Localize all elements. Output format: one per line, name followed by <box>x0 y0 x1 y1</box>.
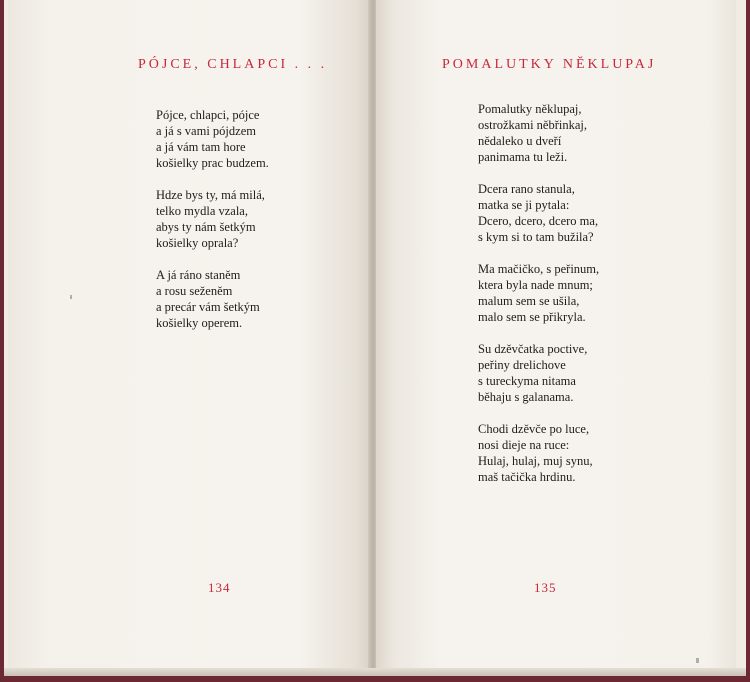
stanza <box>478 101 599 165</box>
poem-line: maš tačička hrdinu. <box>478 470 576 484</box>
paper-speck <box>696 658 699 663</box>
left-poem <box>156 107 269 347</box>
poem-line: Su dzěvčatka poctive, <box>478 342 588 356</box>
poem-line: panimama tu leži. <box>478 150 568 164</box>
stanza <box>156 267 269 331</box>
poem-line: a já vám tam hore <box>156 140 246 154</box>
poem-line: košielky prac budzem. <box>156 156 269 170</box>
left-page <box>8 0 370 676</box>
right-poem <box>478 101 599 501</box>
poem-line: nědaleko u dveří <box>478 134 562 148</box>
poem-line: Pójce, chlapci, pójce <box>156 108 260 122</box>
poem-line: malum sem se ušila, <box>478 294 580 308</box>
right-page-number: 135 <box>534 580 557 595</box>
stanza <box>478 421 599 485</box>
poem-line: matka se ji pytala: <box>478 198 570 212</box>
poem-line: malo sem se přikryla. <box>478 310 586 324</box>
poem-line: a já s vami pójdzem <box>156 124 256 138</box>
poem-line: běhaju s galanama. <box>478 390 574 404</box>
poem-line: a rosu seženěm <box>156 284 233 298</box>
poem-line: Ma mačičko, s peřinum, <box>478 262 600 276</box>
right-page-title: POMALUTKY NĚKLUPAJ <box>442 57 657 72</box>
right-page <box>376 0 736 676</box>
poem-line: košielky operem. <box>156 316 243 330</box>
poem-line: peřiny drelichove <box>478 358 566 372</box>
poem-line: telko mydla vzala, <box>156 204 248 218</box>
poem-line: ktera byla nade mnum; <box>478 278 593 292</box>
left-page-number: 134 <box>208 580 231 595</box>
page-edge <box>4 668 746 676</box>
stanza <box>156 187 269 251</box>
left-page-title: PÓJCE, CHLAPCI . . . <box>138 57 328 72</box>
paper-speck <box>70 295 72 299</box>
poem-line: Pomalutky něklupaj, <box>478 102 582 116</box>
stanza <box>478 341 599 405</box>
poem-line: nosi dieje na ruce: <box>478 438 570 452</box>
open-book <box>4 0 746 676</box>
stanza <box>478 181 599 245</box>
stanza <box>478 261 599 325</box>
stanza <box>156 107 269 171</box>
poem-line: ostrožkami něbřinkaj, <box>478 118 587 132</box>
poem-line: Chodi dzěvče po luce, <box>478 422 590 436</box>
poem-line: Hdze bys ty, má milá, <box>156 188 265 202</box>
poem-line: Hulaj, hulaj, muj synu, <box>478 454 593 468</box>
poem-line: s tureckyma nitama <box>478 374 576 388</box>
poem-line: Dcera rano stanula, <box>478 182 575 196</box>
poem-line: Dcero, dcero, dcero ma, <box>478 214 599 228</box>
poem-line: s kym si to tam bužila? <box>478 230 594 244</box>
poem-line: A já ráno staněm <box>156 268 241 282</box>
poem-line: abys ty nám šetkým <box>156 220 256 234</box>
poem-line: košielky oprala? <box>156 236 239 250</box>
poem-line: a precár vám šetkým <box>156 300 260 314</box>
